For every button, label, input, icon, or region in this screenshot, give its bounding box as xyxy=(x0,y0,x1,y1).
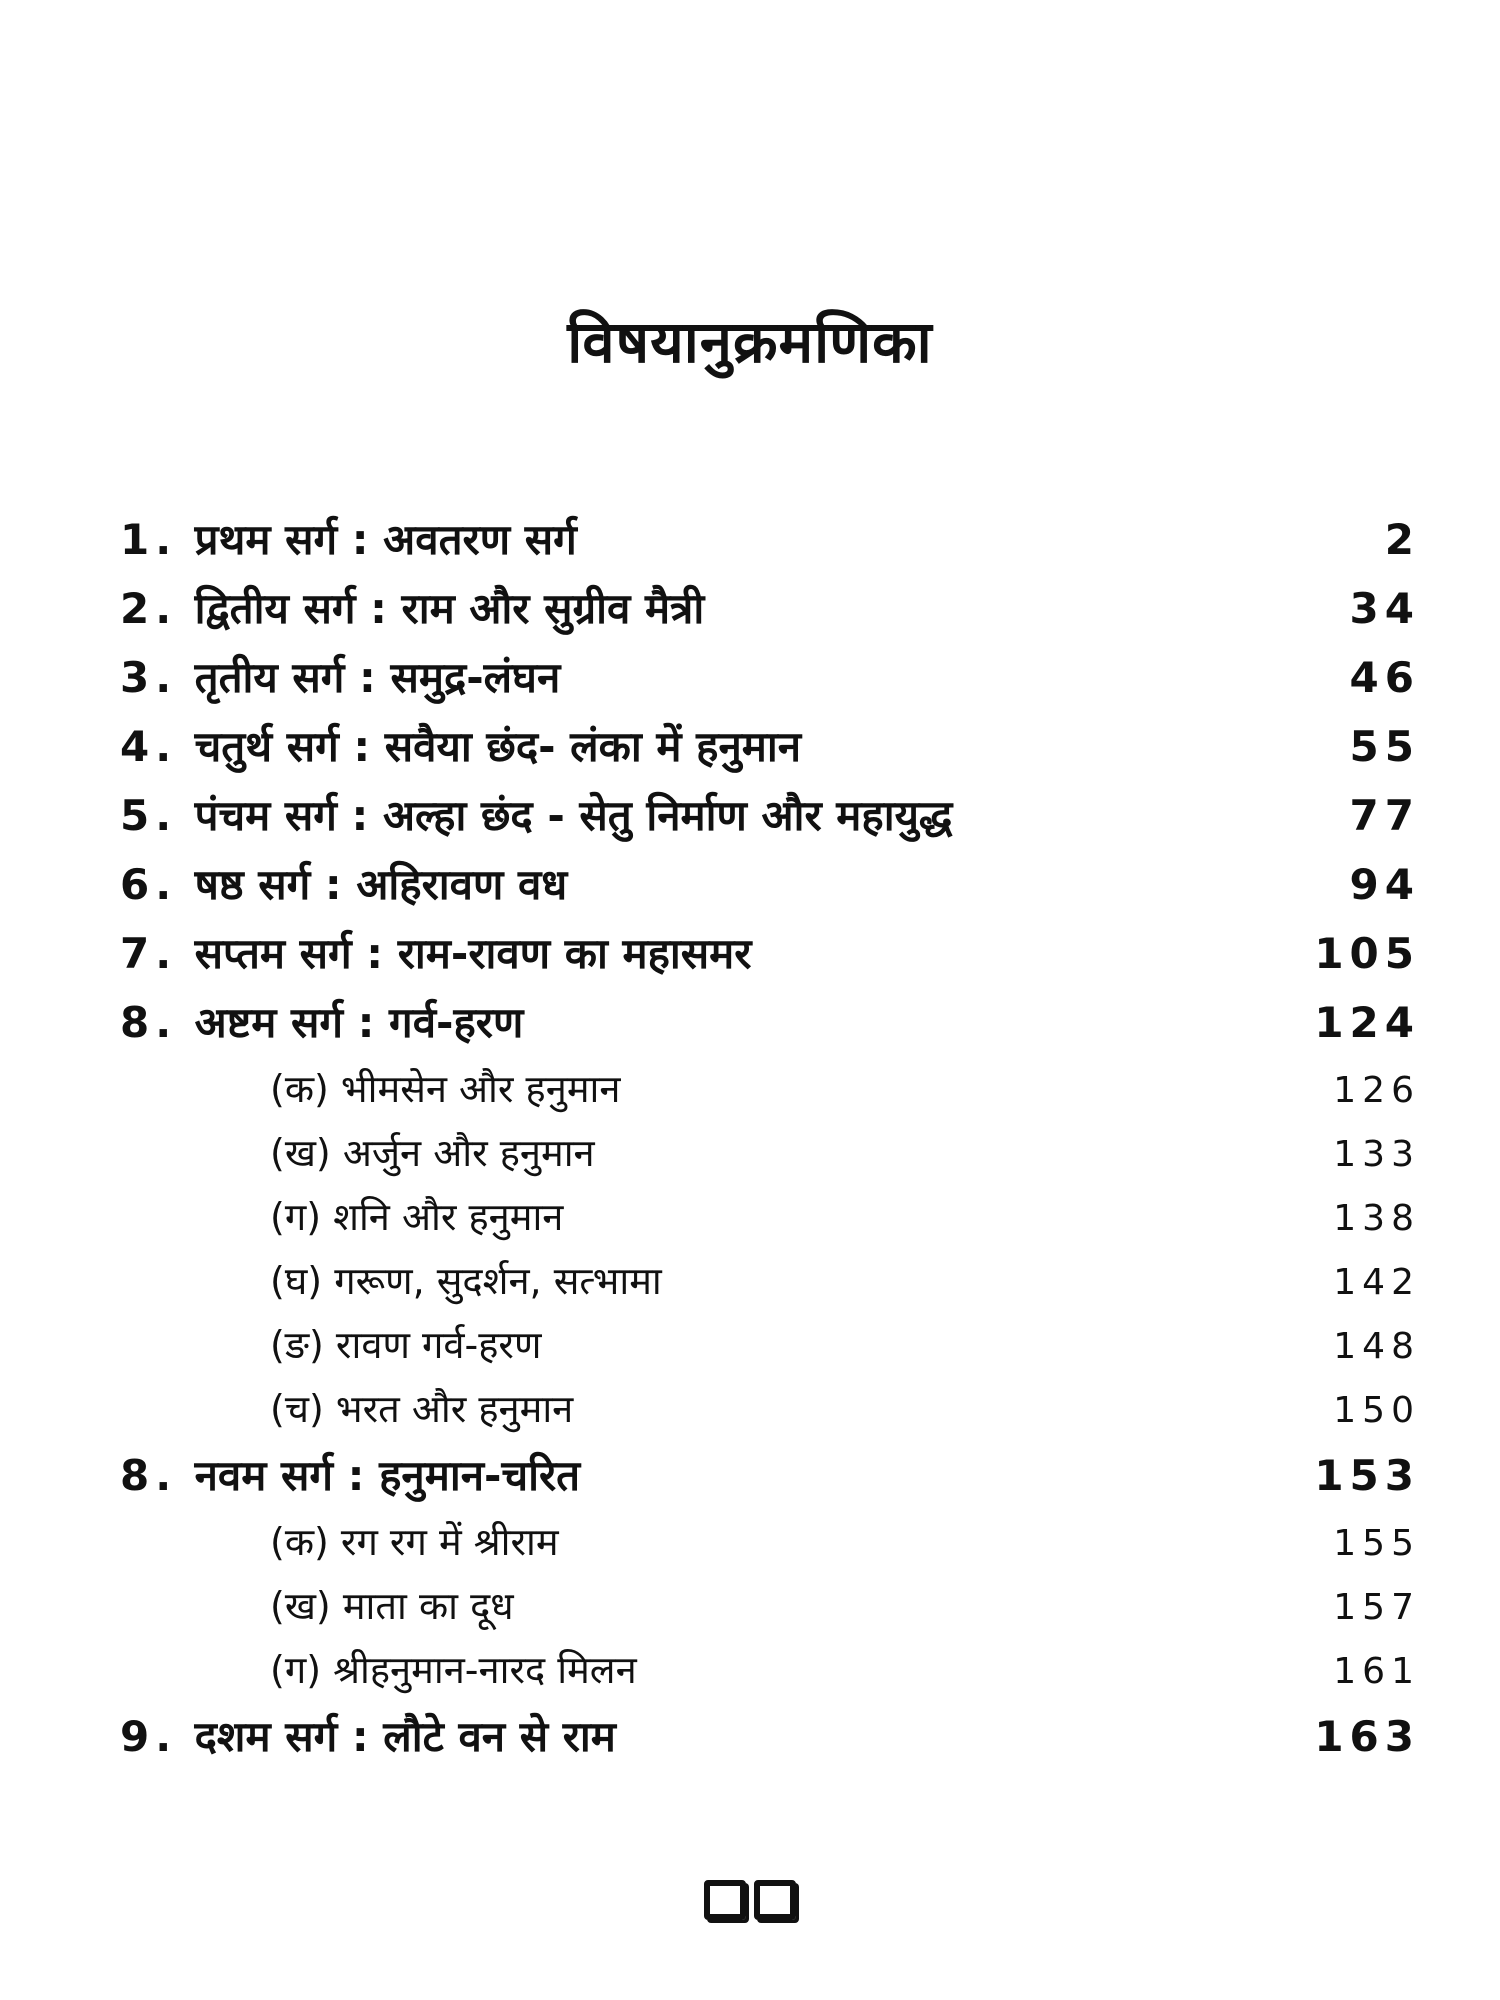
toc-entry-page: 55 xyxy=(1349,722,1420,771)
toc-subentry-text: (ग) श्रीहनुमान-नारद मिलन xyxy=(270,1648,637,1692)
toc-subentry-text: (क) भीमसेन और हनुमान xyxy=(270,1067,621,1111)
toc-entry-label xyxy=(120,786,952,843)
toc-entry-label xyxy=(120,648,560,705)
toc-subentry-page: 155 xyxy=(1333,1523,1420,1564)
toc-entry-page: 163 xyxy=(1314,1712,1420,1761)
toc-subentry-page: 142 xyxy=(1333,1262,1420,1303)
toc-subentry xyxy=(120,1254,1420,1318)
page-title: विषयानुक्रमणिका xyxy=(567,308,933,376)
toc-subentry-page: 126 xyxy=(1333,1070,1420,1111)
toc-entry-text: अष्टम सर्ग : गर्व-हरण xyxy=(194,998,524,1047)
toc-entry-text: नवम सर्ग : हनुमान-चरित xyxy=(194,1451,581,1500)
toc-subentry xyxy=(120,1318,1420,1382)
toc-entry xyxy=(120,924,1420,993)
toc-entry xyxy=(120,648,1420,717)
toc-subentry xyxy=(120,1190,1420,1254)
toc-entry-page: 46 xyxy=(1349,653,1420,702)
toc-entry-number: 9. xyxy=(120,1712,178,1761)
toc-entry-label xyxy=(120,993,523,1050)
toc-entry-number: 3. xyxy=(120,653,178,702)
toc-entry-number: 2. xyxy=(120,584,178,633)
toc-entry-number: 7. xyxy=(120,929,178,978)
toc-entry-label xyxy=(120,1707,616,1764)
toc-subentry-page: 133 xyxy=(1333,1134,1420,1175)
toc-subentry-text: (च) भरत और हनुमान xyxy=(270,1387,574,1431)
toc-entry-text: षष्ठ सर्ग : अहिरावण वध xyxy=(194,860,568,909)
toc-entry-number: 6. xyxy=(120,860,178,909)
toc-entry-text: तृतीय सर्ग : समुद्र-लंघन xyxy=(194,653,561,702)
toc-entry-page: 77 xyxy=(1349,791,1420,840)
toc-entry-number: 1. xyxy=(120,515,178,564)
toc-entry xyxy=(120,855,1420,924)
toc-subentry-page: 138 xyxy=(1333,1198,1420,1239)
toc-entry-page: 34 xyxy=(1349,584,1420,633)
toc-entry-number: 4. xyxy=(120,722,178,771)
toc-entry-label xyxy=(120,717,801,774)
toc-subentry-page: 157 xyxy=(1333,1587,1420,1628)
toc-entry-label xyxy=(120,510,577,567)
toc-entry-number: 5. xyxy=(120,791,178,840)
toc-subentry-text: (ख) अर्जुन और हनुमान xyxy=(270,1131,595,1175)
toc-entry-text: पंचम सर्ग : अल्हा छंद - सेतु निर्माण और महायुद्ध xyxy=(194,791,953,840)
toc-entry-label xyxy=(120,579,704,636)
toc-entry-text: चतुर्थ सर्ग : सवैया छंद- लंका में हनुमान xyxy=(194,722,802,771)
toc-subentry xyxy=(120,1643,1420,1707)
toc-entry-number: 8. xyxy=(120,1451,178,1500)
toc-subentry-text: (घ) गरूण, सुदर्शन, सत्भामा xyxy=(270,1259,662,1303)
toc-entry-label xyxy=(120,924,751,981)
toc-subentry xyxy=(120,1062,1420,1126)
end-mark-icon xyxy=(0,1880,1500,1920)
toc-subentry-text: (ङ) रावण गर्व-हरण xyxy=(270,1323,542,1367)
toc-entry xyxy=(120,786,1420,855)
toc-entry xyxy=(120,1707,1420,1776)
toc-subentry xyxy=(120,1382,1420,1446)
toc-subentry-page: 150 xyxy=(1333,1390,1420,1431)
toc-subentry-page: 148 xyxy=(1333,1326,1420,1367)
toc-entry xyxy=(120,717,1420,786)
toc-entry-label xyxy=(120,855,567,912)
toc-subentry xyxy=(120,1126,1420,1190)
toc-entry-number: 8. xyxy=(120,998,178,1047)
toc-subentry-page: 161 xyxy=(1333,1651,1420,1692)
table-of-contents xyxy=(120,510,1420,1776)
toc-entry-text: प्रथम सर्ग : अवतरण सर्ग xyxy=(194,515,577,564)
square-icon xyxy=(754,1880,796,1920)
toc-entry-page: 2 xyxy=(1384,515,1420,564)
toc-entry-text: द्वितीय सर्ग : राम और सुग्रीव मैत्री xyxy=(194,584,705,633)
toc-entry-text: दशम सर्ग : लौटे वन से राम xyxy=(194,1712,616,1761)
toc-entry-label xyxy=(120,1446,580,1503)
toc-entry xyxy=(120,579,1420,648)
toc-entry-page: 124 xyxy=(1314,998,1420,1047)
toc-entry xyxy=(120,510,1420,579)
toc-entry xyxy=(120,993,1420,1062)
toc-entry-page: 94 xyxy=(1349,860,1420,909)
toc-subentry-text: (ख) माता का दूध xyxy=(270,1584,514,1628)
toc-subentry-text: (ग) शनि और हनुमान xyxy=(270,1195,564,1239)
toc-entry xyxy=(120,1446,1420,1515)
toc-entry-text: सप्तम सर्ग : राम-रावण का महासमर xyxy=(194,929,752,978)
toc-entry-page: 105 xyxy=(1314,929,1420,978)
toc-subentry-text: (क) रग रग में श्रीराम xyxy=(270,1520,559,1564)
toc-entry-page: 153 xyxy=(1314,1451,1420,1500)
square-icon xyxy=(704,1880,746,1920)
toc-subentry xyxy=(120,1515,1420,1579)
toc-subentry xyxy=(120,1579,1420,1643)
